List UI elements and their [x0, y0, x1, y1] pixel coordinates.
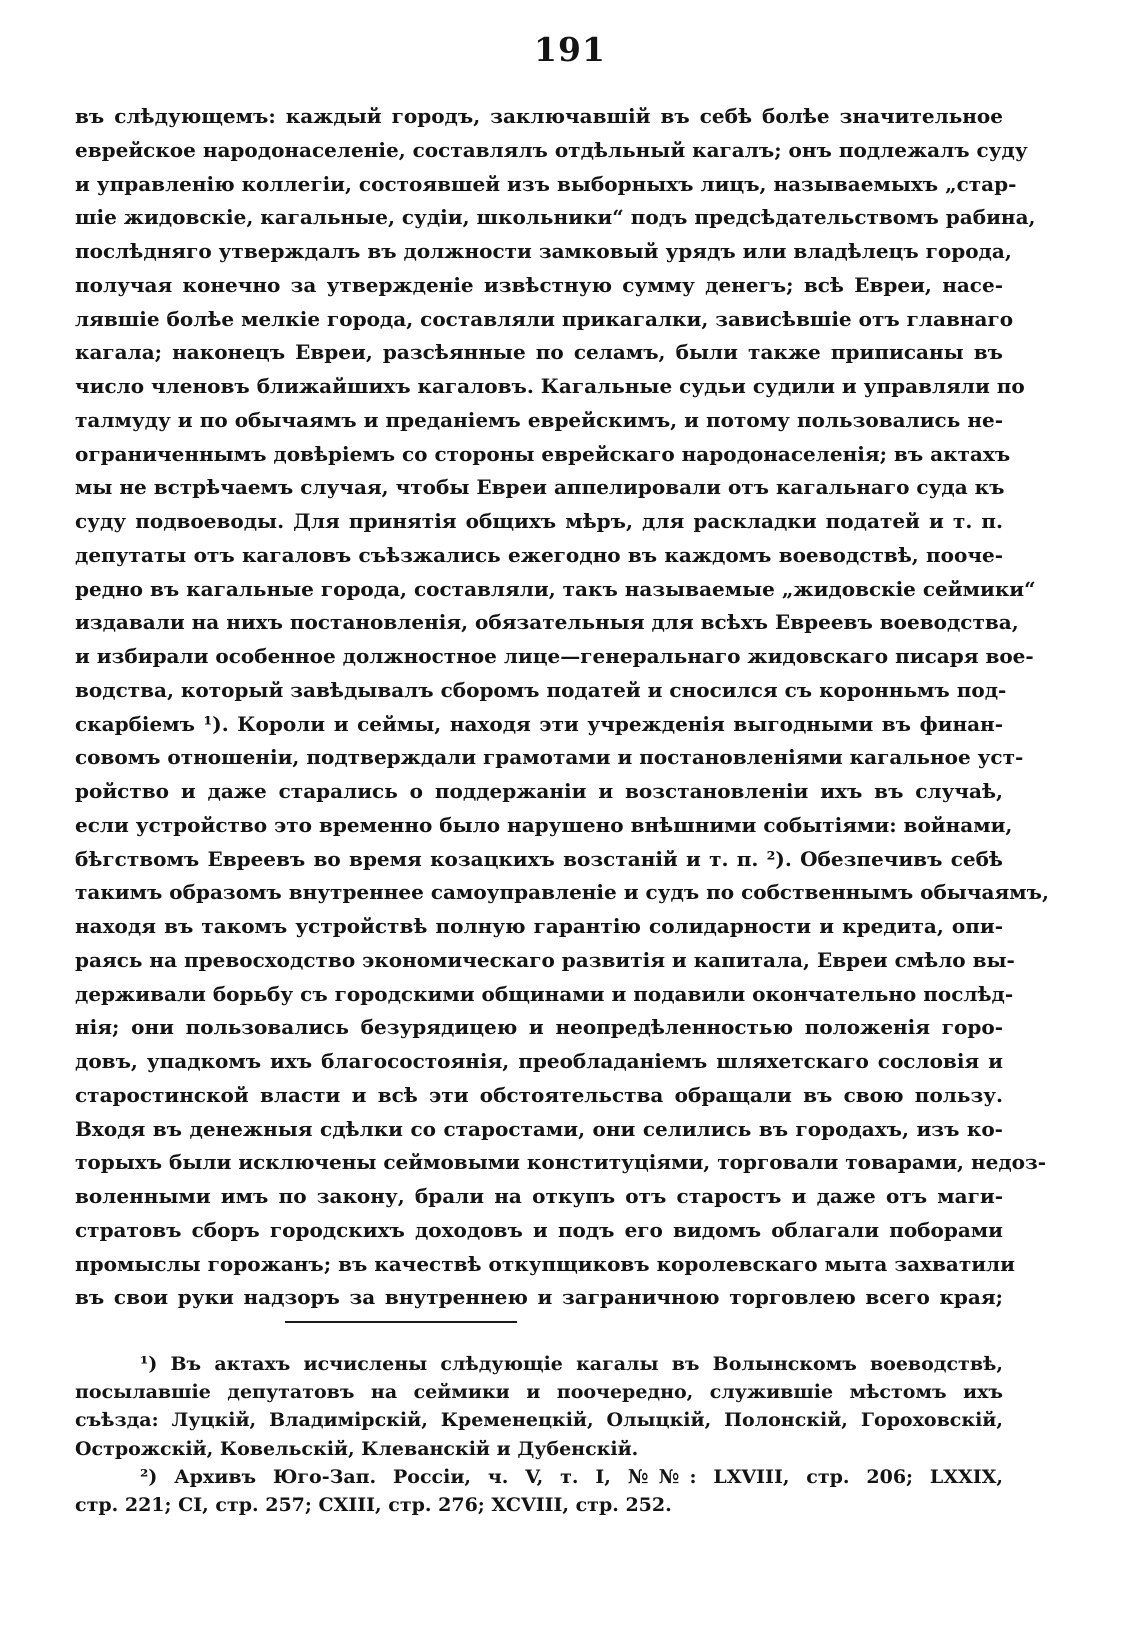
footnote-line: Острожскій, Ковельскій, Клеванскій и Дубенскій.: [75, 1437, 639, 1460]
footnote-separator-rule: [285, 1321, 517, 1323]
footnote-line: съѣзда: Луцкій, Владимірскій, Кременецкій, Олыцкій, Полонскій, Гороховскій,: [75, 1409, 1003, 1432]
text-line: и управленію коллегіи, состоявшей изъ выборныхъ лицъ, называемыхъ „стар-: [75, 171, 1017, 196]
text-line: держивали борьбу съ городскими общинами и подавили окончательно послѣд-: [75, 981, 1014, 1006]
text-line: еврейское народонаселеніе, составлялъ отдѣльный кагалъ; онъ подлежалъ суду: [75, 137, 1028, 162]
text-line: въ свои руки надзоръ за внутреннею и заграничною торговлею всего края;: [75, 1285, 1003, 1310]
footnote-1: [75, 1350, 1003, 1463]
text-line: получая конечно за утвержденіе извѣстную сумму денегъ; всѣ Евреи, насе-: [75, 272, 1003, 297]
text-line: находя въ такомъ устройствѣ полную гарантію солидарности и кредита, опи-: [75, 914, 1003, 938]
footnote-line: стр. 221; CI, стр. 257; CXIII, стр. 276; XCVIII, стр. 252.: [75, 1493, 672, 1516]
footnote-2: [75, 1463, 1003, 1519]
footnotes: [75, 1350, 1003, 1519]
text-line: довъ, упадкомъ ихъ благосостоянія, преобладаніемъ шляхетскаго сословія и: [75, 1049, 1003, 1073]
text-line: старостинской власти и всѣ эти обстоятельства обращали въ свою пользу.: [75, 1082, 1003, 1107]
page-number: 191: [534, 30, 606, 69]
footnote-line: ¹) Въ актахъ исчислены слѣдующіе кагалы въ Волынскомъ воеводствѣ,: [140, 1353, 1003, 1375]
text-line: стратовъ сборъ городскихъ доходовъ и подъ его видомъ облагали поборами: [75, 1217, 1003, 1242]
text-line: ограниченнымъ довѣріемъ со стороны еврейскаго народонаселенія; въ актахъ: [75, 441, 1011, 466]
text-line: бѣгствомъ Евреевъ во время козацкихъ возстаній и т. п. ²). Обезпечивъ себѣ: [75, 846, 1003, 871]
text-line: талмуду и по обычаямъ и преданіемъ еврейскимъ, и потому пользовались не-: [75, 407, 1003, 432]
text-line: въ слѣдующемъ: каждый городъ, заключавшій въ себѣ болѣе значительное: [75, 104, 1003, 128]
text-line: Входя въ денежныя сдѣлки со старостами, они селились въ городахъ, изъ ко-: [75, 1116, 1003, 1141]
text-line: скарбіемъ ¹). Короли и сеймы, находя эти учрежденія выгодными въ финан-: [75, 711, 1003, 736]
text-line: такимъ образомъ внутреннее самоуправленіе и судъ по собственнымъ обычаямъ,: [75, 880, 1049, 905]
footnote-line: посылавшіе депутатовъ на сеймики и поочередно, служившіе мѣстомъ ихъ: [75, 1381, 1003, 1404]
text-line: водства, который завѣдывалъ сборомъ податей и сносился съ коронньмъ под-: [75, 677, 1007, 702]
text-line: нія; они пользовались безурядицею и неопредѣленностью положенія горо-: [75, 1015, 1003, 1040]
text-line: торыхъ были исключены сеймовыми конституціями, торговали товарами, недоз-: [75, 1150, 1047, 1175]
main-text: [75, 100, 1049, 1315]
text-line: промыслы горожанъ; въ качествѣ откупщиковъ королевскаго мыта захватили: [75, 1251, 1015, 1276]
text-line: и избирали особенное должностное лице—генеральнаго жидовскаго писаря вое-: [75, 644, 1034, 668]
text-line: ройство и даже старались о поддержаніи и возстановленіи ихъ въ случаѣ,: [75, 779, 1003, 803]
footnote-line: ²) Архивъ Юго-Зап. Россіи, ч. V, т. I, №№: LXVIII, стр. 206; LXXIX,: [140, 1465, 1003, 1488]
text-line: воленными имъ по закону, брали на откупъ отъ старостъ и даже отъ маги-: [75, 1184, 1003, 1208]
text-line: лявшіе болѣе мелкіе города, составляли прикагалки, зависѣвшіе отъ главнаго: [75, 306, 1014, 331]
text-line: редно въ кагальные города, составляли, такъ называемые „жидовскіе сеймики“: [75, 576, 1036, 601]
text-line: депутаты отъ кагаловъ съѣзжались ежегодно въ каждомъ воеводствѣ, пооче-: [75, 542, 1003, 567]
text-line: послѣдняго утверждалъ въ должности замковый урядъ или владѣлецъ города,: [75, 239, 1012, 263]
text-line: суду подвоеводы. Для принятія общихъ мѣръ, для раскладки податей и т. п.: [75, 509, 1003, 533]
text-line: совомъ отношеніи, подтверждали грамотами и постановленіями кагальное уст-: [75, 745, 1024, 770]
text-line: мы не встрѣчаемъ случая, чтобы Евреи аппелировали отъ кагальнаго суда къ: [75, 475, 1005, 500]
text-line: если устройство это временно было нарушено внѣшними событіями: войнами,: [75, 812, 1013, 837]
text-line: кагала; наконецъ Евреи, разсѣянные по селамъ, были также приписаны въ: [75, 340, 1003, 365]
text-line: раясь на превосходство экономическаго развитія и капитала, Евреи смѣло вы-: [75, 947, 1015, 972]
text-line: шіе жидовскіе, кагальные, судіи, школьники“ подъ предсѣдательствомъ рабина,: [75, 205, 1036, 230]
text-line: издавали на нихъ постановленія, обязательныя для всѣхъ Евреевъ воеводства,: [75, 610, 1019, 635]
text-line: число членовъ ближайшихъ кагаловъ. Кагальные судьи судили и управляли по: [75, 374, 1025, 398]
